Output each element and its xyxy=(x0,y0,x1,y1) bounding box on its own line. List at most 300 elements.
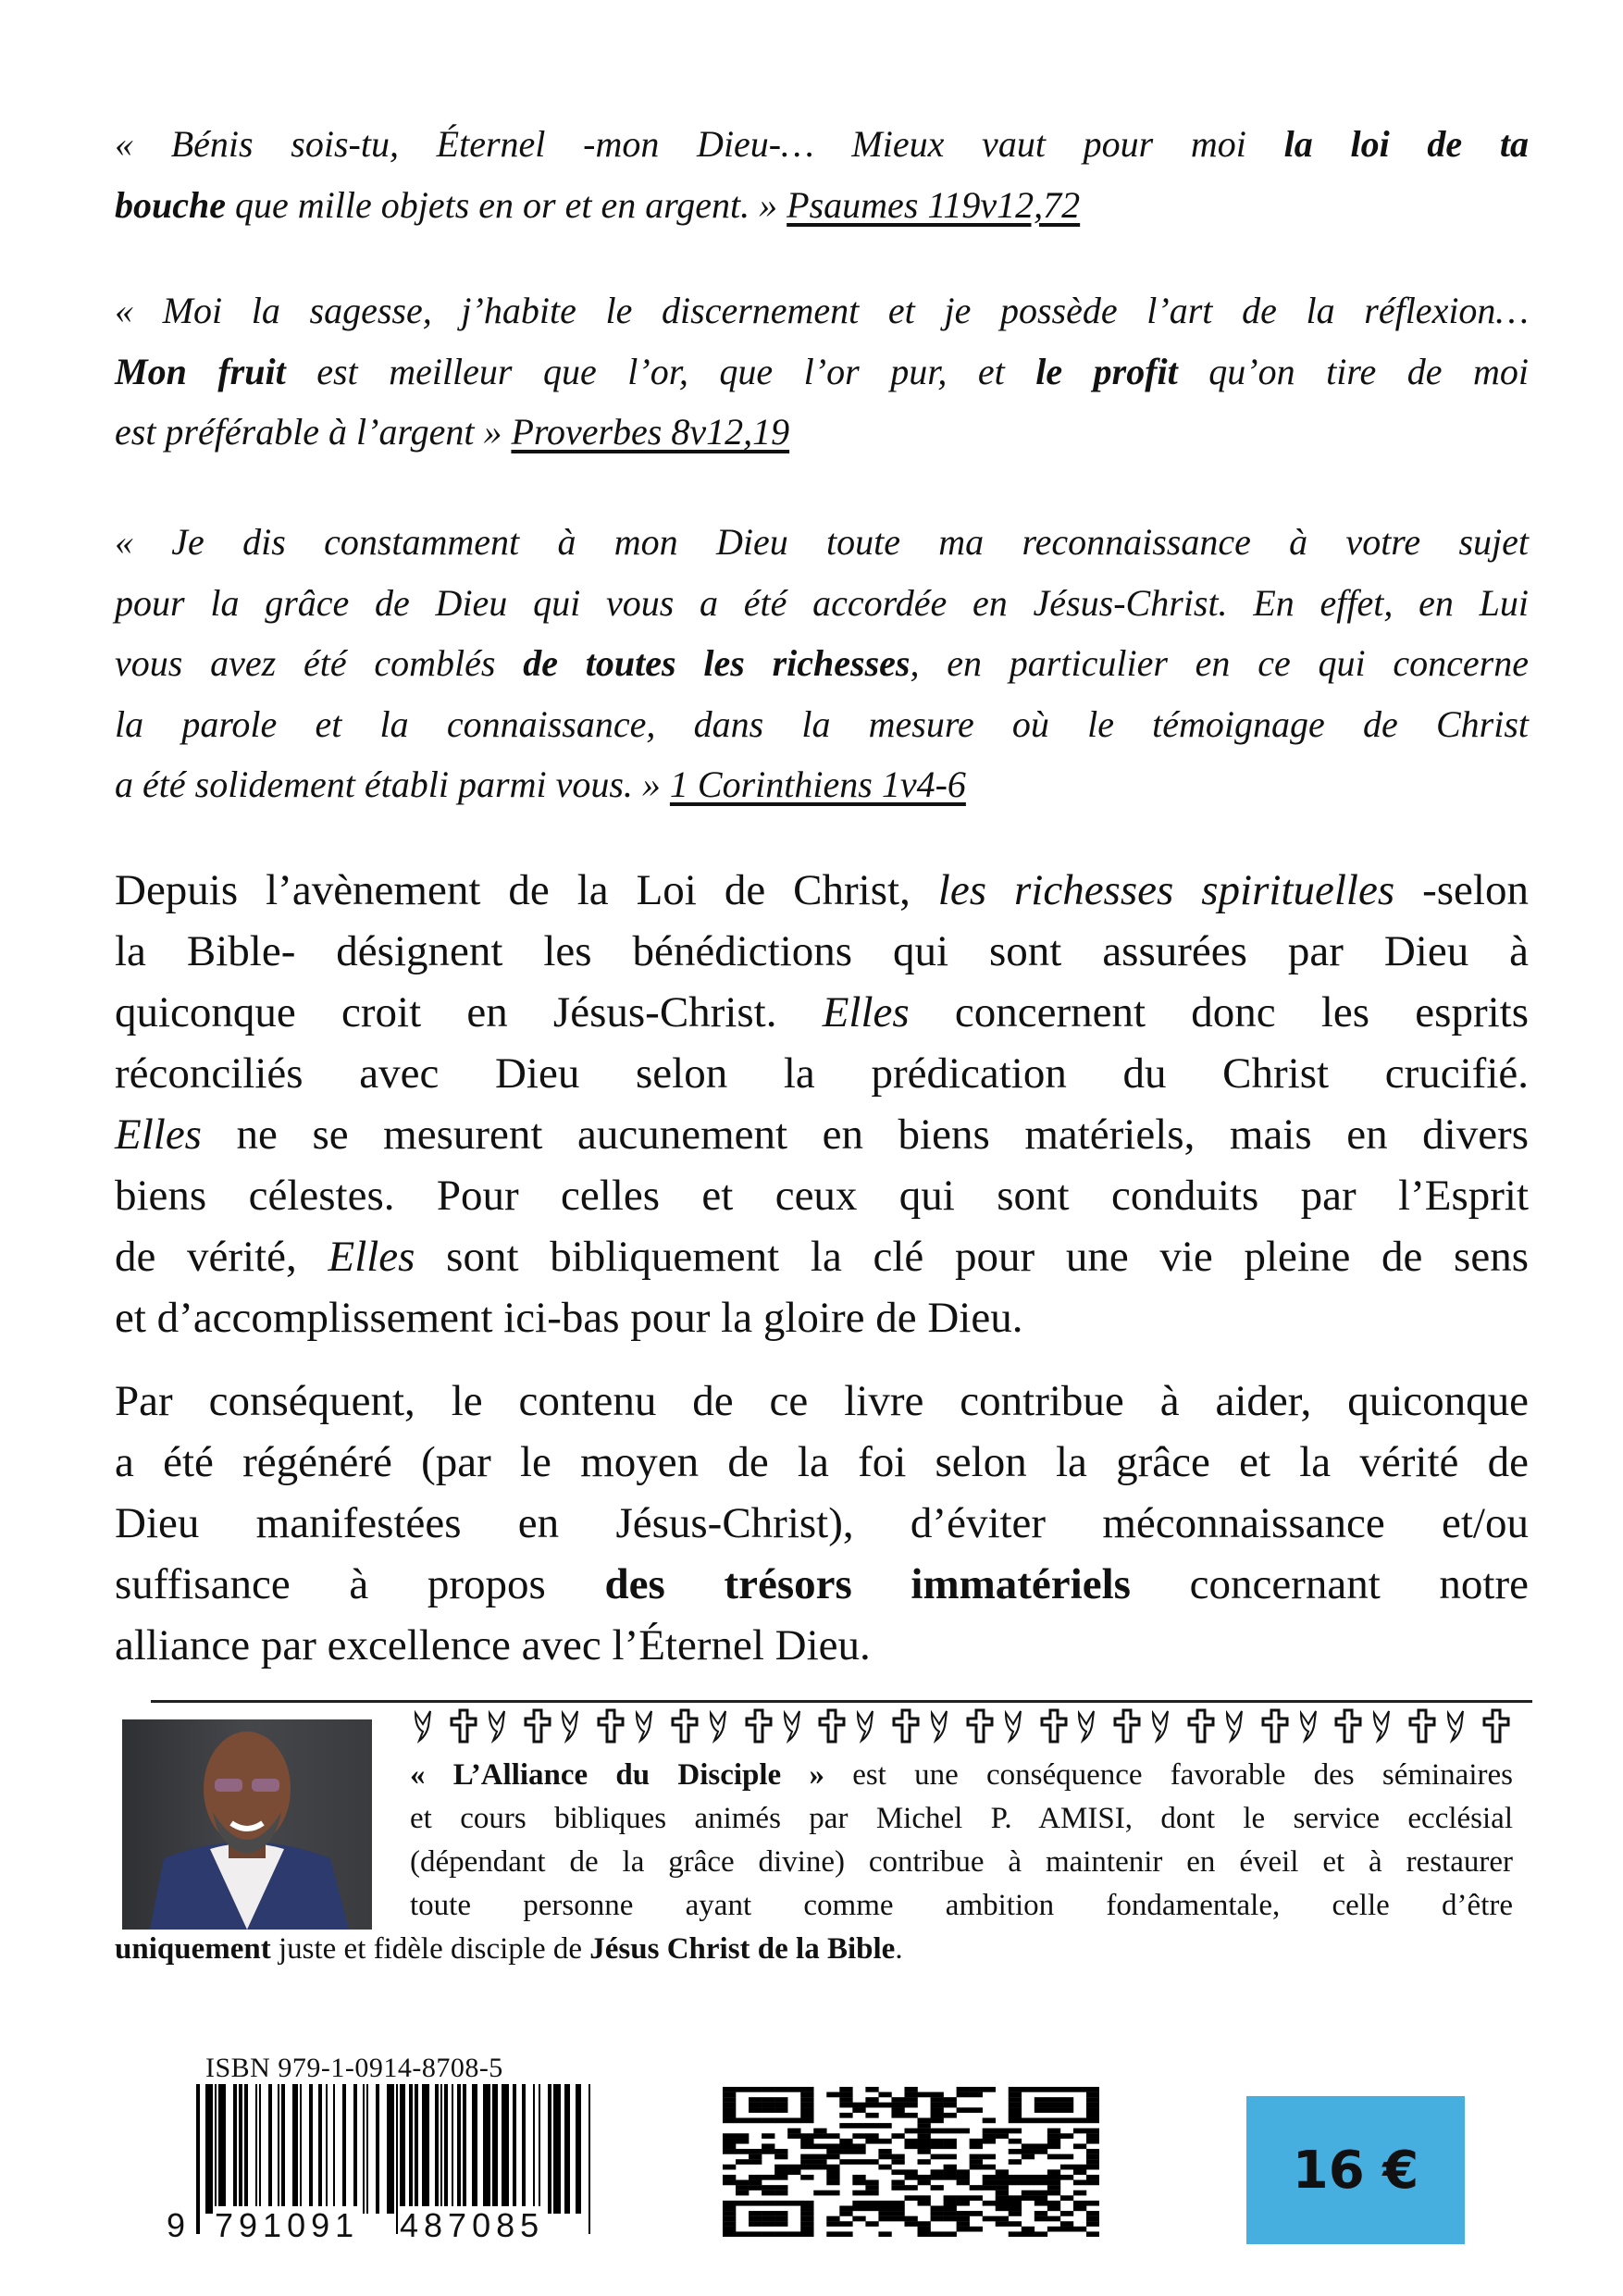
qr-module xyxy=(970,2227,983,2232)
barcode-bar xyxy=(576,2084,581,2214)
qr-module xyxy=(1009,2139,1022,2144)
qr-module xyxy=(891,2154,904,2160)
qr-module xyxy=(1022,2143,1035,2149)
qr-module xyxy=(865,2139,878,2144)
qr-module xyxy=(865,2185,878,2191)
text-run: (dépendant de la grâce divine) contribue à maintenir en éveil et à restaurer xyxy=(410,1845,1513,1879)
author-photo xyxy=(122,1719,372,1930)
qr-module xyxy=(1022,2175,1035,2180)
qr-module xyxy=(1060,2154,1073,2160)
text-run: et d’accomplissement ici-bas pour la gloire de Dieu. xyxy=(115,1294,1023,1342)
barcode-digit-first: 9 xyxy=(167,2206,192,2244)
qr-module xyxy=(800,2133,813,2139)
qr-module xyxy=(983,2201,996,2206)
qr-module xyxy=(839,2211,852,2216)
dove-icon xyxy=(410,1707,443,1744)
barcode-bar xyxy=(292,2084,298,2214)
qr-module xyxy=(1035,2149,1047,2154)
barcode-bar xyxy=(255,2084,257,2214)
qr-module xyxy=(787,2165,800,2170)
text-line xyxy=(115,754,1529,815)
barcode-bar xyxy=(533,2084,535,2214)
text-run: a été régénéré (par le moyen de la foi selon la grâce et la vérité de xyxy=(115,1438,1529,1486)
bible-reference: Psaumes 119v12,72 xyxy=(787,183,1081,226)
qr-module xyxy=(774,2185,787,2191)
qr-module xyxy=(813,2165,826,2170)
text-line xyxy=(115,1165,1529,1226)
barcode-bar xyxy=(409,2084,413,2214)
qr-module xyxy=(957,2221,970,2227)
qr-module xyxy=(957,2201,970,2206)
qr-module xyxy=(1047,2185,1060,2191)
barcode-bar xyxy=(452,2084,453,2214)
qr-module xyxy=(944,2175,957,2180)
qr-finder-module xyxy=(723,2211,736,2216)
qr-module xyxy=(878,2149,891,2154)
qr-finder-module xyxy=(762,2097,774,2103)
qr-module xyxy=(891,2159,904,2165)
qr-finder-module xyxy=(1009,2118,1022,2124)
qr-module xyxy=(931,2185,944,2191)
barcode-bar xyxy=(268,2084,272,2214)
qr-module xyxy=(918,2180,931,2186)
qr-module xyxy=(918,2143,931,2149)
qr-finder-module xyxy=(762,2118,774,2124)
qr-module xyxy=(800,2175,813,2180)
barcode-bar xyxy=(396,2084,398,2234)
barcode-bar xyxy=(492,2084,498,2214)
qr-finder-module xyxy=(800,2231,813,2237)
barcode-bar xyxy=(483,2084,490,2214)
qr-module xyxy=(826,2143,839,2149)
qr-module xyxy=(983,2128,996,2134)
barcode-bar xyxy=(457,2084,461,2214)
qr-module xyxy=(1022,2191,1035,2196)
qr-finder-module xyxy=(1086,2097,1099,2103)
qr-finder-module xyxy=(800,2216,813,2222)
qr-module xyxy=(1009,2195,1022,2201)
qr-module xyxy=(878,2165,891,2170)
qr-module xyxy=(970,2211,983,2216)
qr-module xyxy=(970,2165,983,2170)
qr-module xyxy=(774,2191,787,2196)
barcode-bar xyxy=(440,2084,442,2214)
qr-module xyxy=(839,2113,852,2118)
qr-module xyxy=(918,2139,931,2144)
qr-module xyxy=(1009,2221,1022,2227)
qr-module xyxy=(865,2097,878,2103)
qr-module xyxy=(800,2143,813,2149)
qr-finder-module xyxy=(723,2231,736,2237)
qr-finder-module xyxy=(1060,2118,1073,2124)
text-line xyxy=(410,1841,1513,1884)
qr-module xyxy=(944,2201,957,2206)
cross-icon xyxy=(742,1707,775,1744)
qr-finder-module xyxy=(723,2097,736,2103)
qr-module xyxy=(736,2139,749,2144)
qr-finder-module xyxy=(774,2107,787,2113)
qr-module xyxy=(944,2211,957,2216)
qr-finder-module xyxy=(749,2087,762,2092)
qr-finder-module xyxy=(1009,2087,1022,2092)
qr-module xyxy=(1035,2201,1047,2206)
qr-module xyxy=(957,2128,970,2134)
qr-module xyxy=(1022,2180,1035,2186)
qr-module xyxy=(944,2139,957,2144)
qr-finder-module xyxy=(800,2221,813,2227)
text-run: est préférable à l’argent » xyxy=(115,411,512,453)
text-line xyxy=(115,1432,1529,1493)
qr-module xyxy=(983,2165,996,2170)
qr-module xyxy=(904,2097,917,2103)
qr-finder-module xyxy=(736,2231,749,2237)
qr-finder-module xyxy=(1047,2107,1060,2113)
qr-module xyxy=(762,2149,774,2154)
qr-module xyxy=(865,2205,878,2211)
bible-reference: Proverbes 8v12,19 xyxy=(511,411,790,453)
qr-finder-module xyxy=(787,2118,800,2124)
qr-module xyxy=(904,2195,917,2201)
qr-module xyxy=(1060,2175,1073,2180)
text-line xyxy=(410,1754,1513,1797)
qr-module xyxy=(918,2128,931,2134)
qr-module xyxy=(865,2123,878,2128)
qr-module xyxy=(1009,2175,1022,2180)
qr-finder-module xyxy=(800,2107,813,2113)
qr-module xyxy=(904,2128,917,2134)
quote-proverbes xyxy=(115,280,1529,463)
qr-module xyxy=(983,2139,996,2144)
qr-module xyxy=(774,2149,787,2154)
qr-module xyxy=(891,2201,904,2206)
qr-module xyxy=(826,2133,839,2139)
text-run: les richesses spirituelles xyxy=(937,866,1395,914)
qr-module xyxy=(931,2113,944,2118)
text-run: « Je dis constamment à mon Dieu toute ma reconnaissance à votre sujet xyxy=(115,521,1529,563)
barcode-bar xyxy=(539,2084,540,2214)
qr-module xyxy=(931,2118,944,2124)
qr-module xyxy=(957,2169,970,2175)
text-line xyxy=(115,1371,1529,1432)
qr-module xyxy=(944,2216,957,2222)
qr-module xyxy=(1086,2231,1099,2237)
qr-module xyxy=(1047,2205,1060,2211)
barcode-bar xyxy=(326,2084,328,2214)
qr-finder-module xyxy=(762,2103,774,2108)
qr-module xyxy=(970,2154,983,2160)
qr-module xyxy=(957,2211,970,2216)
qr-module xyxy=(787,2169,800,2175)
text-run: Dieu manifestées en Jésus-Christ), d’éviter méconnaissance et/ou xyxy=(115,1499,1529,1547)
qr-module xyxy=(1047,2169,1060,2175)
qr-module xyxy=(957,2092,970,2098)
text-run: est meilleur que l’or, que l’or pur, et xyxy=(285,350,1036,392)
text-run: Par conséquent, le contenu de ce livre contribue à aider, quiconque xyxy=(115,1377,1529,1425)
qr-finder-module xyxy=(723,2205,736,2211)
text-line xyxy=(115,982,1529,1043)
qr-module xyxy=(762,2133,774,2139)
qr-module xyxy=(931,2175,944,2180)
qr-finder-module xyxy=(774,2087,787,2092)
cross-icon xyxy=(1110,1707,1144,1744)
qr-module xyxy=(852,2205,865,2211)
qr-module xyxy=(736,2133,749,2139)
text-run: la parole et la connaissance, dans la mesure où le témoignage de Christ xyxy=(115,702,1529,745)
text-line xyxy=(115,280,1529,341)
qr-module xyxy=(852,2191,865,2196)
qr-module xyxy=(983,2087,996,2092)
barcode-bar xyxy=(278,2084,279,2214)
qr-module xyxy=(1086,2154,1099,2160)
qr-module xyxy=(904,2139,917,2144)
qr-finder-module xyxy=(762,2231,774,2237)
qr-module xyxy=(1073,2143,1086,2149)
qr-module xyxy=(852,2180,865,2186)
qr-finder-module xyxy=(749,2103,762,2108)
ornament-row xyxy=(410,1705,1513,1747)
qr-module xyxy=(1086,2180,1099,2186)
qr-finder-module xyxy=(787,2087,800,2092)
qr-module xyxy=(1060,2221,1073,2227)
qr-module xyxy=(944,2113,957,2118)
qr-module xyxy=(996,2221,1009,2227)
barcode-bar xyxy=(342,2084,346,2214)
qr-module xyxy=(983,2133,996,2139)
dove-icon xyxy=(926,1707,960,1744)
qr-module xyxy=(736,2149,749,2154)
qr-finder-module xyxy=(723,2113,736,2118)
qr-module xyxy=(983,2175,996,2180)
qr-finder-module xyxy=(774,2201,787,2206)
qr-finder-module xyxy=(774,2221,787,2227)
qr-finder-module xyxy=(1009,2092,1022,2098)
dove-icon xyxy=(1000,1707,1034,1744)
qr-module xyxy=(865,2180,878,2186)
barcode-bar xyxy=(444,2084,448,2214)
qr-module xyxy=(852,2107,865,2113)
cross-icon xyxy=(889,1707,923,1744)
barcode-bar xyxy=(233,2084,237,2214)
qr-module xyxy=(813,2191,826,2196)
qr-module xyxy=(878,2205,891,2211)
text-run: sont bibliquement la clé pour une vie pleine de sens xyxy=(415,1233,1529,1281)
dove-icon xyxy=(1443,1707,1476,1744)
qr-module xyxy=(891,2180,904,2186)
barcode-bar xyxy=(215,2084,217,2214)
qr-module xyxy=(931,2092,944,2098)
text-run: la Bible- désignent les bénédictions qui sont assurées par Dieu à xyxy=(115,927,1529,975)
qr-module xyxy=(957,2175,970,2180)
barcode-bar xyxy=(422,2084,429,2214)
qr-module xyxy=(970,2185,983,2191)
qr-module xyxy=(1022,2231,1035,2237)
price-badge xyxy=(1246,2096,1465,2244)
text-run: suffisance à propos xyxy=(115,1560,605,1608)
text-run: réconciliés avec Dieu selon la prédication du Christ crucifié. xyxy=(115,1049,1529,1098)
qr-module xyxy=(957,2195,970,2201)
qr-module xyxy=(826,2092,839,2098)
qr-module xyxy=(826,2191,839,2196)
qr-module xyxy=(813,2128,826,2134)
qr-module xyxy=(931,2103,944,2108)
qr-module xyxy=(852,2216,865,2222)
text-run: concernant notre xyxy=(1130,1560,1529,1608)
qr-module xyxy=(1009,2149,1022,2154)
qr-finder-module xyxy=(749,2221,762,2227)
qr-module xyxy=(723,2133,736,2139)
barcode-bar xyxy=(281,2084,285,2214)
qr-module xyxy=(878,2201,891,2206)
qr-module xyxy=(1035,2211,1047,2216)
qr-module xyxy=(1060,2227,1073,2232)
qr-module xyxy=(1086,2149,1099,2154)
qr-module xyxy=(1047,2128,1060,2134)
qr-module xyxy=(996,2201,1009,2206)
qr-module xyxy=(891,2103,904,2108)
qr-module xyxy=(1009,2180,1022,2186)
qr-module xyxy=(918,2195,931,2201)
emphasis-text: des trésors immatériels xyxy=(604,1560,1131,1608)
qr-module xyxy=(970,2195,983,2201)
cross-icon xyxy=(1480,1707,1513,1744)
barcode-bar xyxy=(259,2084,261,2214)
cross-icon xyxy=(963,1707,997,1744)
qr-module xyxy=(983,2180,996,2186)
qr-finder-module xyxy=(1009,2103,1022,2108)
qr-module xyxy=(891,2107,904,2113)
qr-module xyxy=(1035,2143,1047,2149)
qr-module xyxy=(1073,2191,1086,2196)
qr-module xyxy=(891,2216,904,2222)
text-run: qu’on tire de moi xyxy=(1177,350,1530,392)
qr-module xyxy=(931,2097,944,2103)
qr-module xyxy=(1009,2231,1022,2237)
barcode-bar xyxy=(588,2084,590,2234)
barcode-bar xyxy=(502,2084,509,2214)
qr-module xyxy=(931,2231,944,2237)
qr-module xyxy=(931,2169,944,2175)
qr-module xyxy=(749,2159,762,2165)
dove-icon xyxy=(557,1707,590,1744)
dove-icon xyxy=(1369,1707,1402,1744)
text-run: alliance par excellence avec l’Éternel Dieu. xyxy=(115,1621,871,1669)
qr-finder-module xyxy=(762,2107,774,2113)
text-run: toute personne ayant comme ambition fondamentale, celle d’être xyxy=(410,1889,1513,1922)
qr-finder-module xyxy=(1035,2118,1047,2124)
qr-finder-module xyxy=(736,2087,749,2092)
qr-finder-module xyxy=(749,2211,762,2216)
dove-icon xyxy=(705,1707,738,1744)
quote-psaumes xyxy=(115,114,1529,235)
qr-module xyxy=(839,2097,852,2103)
qr-module xyxy=(736,2159,749,2165)
text-line xyxy=(115,1104,1529,1165)
qr-module xyxy=(839,2205,852,2211)
qr-module xyxy=(749,2149,762,2154)
text-run: et cours bibliques animés par Michel P. AMISI, dont le service ecclésial xyxy=(410,1802,1513,1835)
qr-module xyxy=(996,2216,1009,2222)
barcode-bar xyxy=(548,2084,551,2214)
qr-module xyxy=(852,2201,865,2206)
qr-module xyxy=(1073,2227,1086,2232)
qr-module xyxy=(1035,2191,1047,2196)
bible-reference: 1 Corinthiens 1v4-6 xyxy=(669,763,966,805)
qr-module xyxy=(970,2107,983,2113)
emphasis-text: Jésus Christ de la Bible xyxy=(589,1932,896,1966)
qr-finder-module xyxy=(762,2087,774,2092)
qr-module xyxy=(1035,2175,1047,2180)
qr-module xyxy=(918,2149,931,2154)
qr-module xyxy=(1086,2165,1099,2170)
cross-icon xyxy=(1037,1707,1071,1744)
qr-module xyxy=(1047,2191,1060,2196)
qr-module xyxy=(852,2123,865,2128)
qr-finder-module xyxy=(1086,2118,1099,2124)
qr-module xyxy=(826,2175,839,2180)
qr-module xyxy=(918,2201,931,2206)
cross-icon xyxy=(1258,1707,1292,1744)
qr-finder-module xyxy=(749,2097,762,2103)
cross-icon xyxy=(1184,1707,1218,1744)
qr-finder-module xyxy=(723,2087,736,2092)
qr-module xyxy=(904,2092,917,2098)
qr-module xyxy=(787,2133,800,2139)
cross-icon xyxy=(1332,1707,1365,1744)
qr-module xyxy=(852,2149,865,2154)
text-run: . xyxy=(895,1932,903,1966)
qr-module xyxy=(918,2159,931,2165)
dove-icon xyxy=(631,1707,664,1744)
qr-finder-module xyxy=(1060,2087,1073,2092)
qr-module xyxy=(983,2185,996,2191)
qr-module xyxy=(826,2149,839,2154)
qr-module xyxy=(970,2139,983,2144)
qr-module xyxy=(878,2231,891,2237)
qr-module xyxy=(996,2128,1009,2134)
qr-module xyxy=(1073,2201,1086,2206)
qr-finder-module xyxy=(774,2103,787,2108)
qr-module xyxy=(878,2139,891,2144)
barcode-bar xyxy=(239,2084,242,2214)
barcode-bar xyxy=(333,2084,335,2214)
cross-icon xyxy=(1406,1707,1439,1744)
qr-module xyxy=(839,2103,852,2108)
qr-module xyxy=(970,2087,983,2092)
price-label: 16 € xyxy=(1292,2140,1419,2201)
qr-module xyxy=(1035,2180,1047,2186)
qr-module xyxy=(878,2103,891,2108)
qr-module xyxy=(931,2143,944,2149)
qr-finder-module xyxy=(749,2201,762,2206)
qr-finder-module xyxy=(1060,2097,1073,2103)
qr-module xyxy=(1035,2195,1047,2201)
qr-module xyxy=(865,2159,878,2165)
text-run: est une conséquence favorable des séminaires xyxy=(824,1758,1513,1792)
qr-module xyxy=(1073,2165,1086,2170)
qr-module xyxy=(736,2185,749,2191)
barcode-bar xyxy=(353,2084,357,2214)
qr-module xyxy=(839,2087,852,2092)
qr-finder-module xyxy=(800,2103,813,2108)
text-run: que mille objets en or et en argent. » xyxy=(226,183,787,226)
barcode-bar xyxy=(205,2084,213,2214)
barcode-bar xyxy=(366,2084,368,2214)
qr-module xyxy=(891,2113,904,2118)
qr-module xyxy=(774,2165,787,2170)
qr-module xyxy=(918,2123,931,2128)
qr-module xyxy=(774,2175,787,2180)
qr-module xyxy=(1060,2165,1073,2170)
